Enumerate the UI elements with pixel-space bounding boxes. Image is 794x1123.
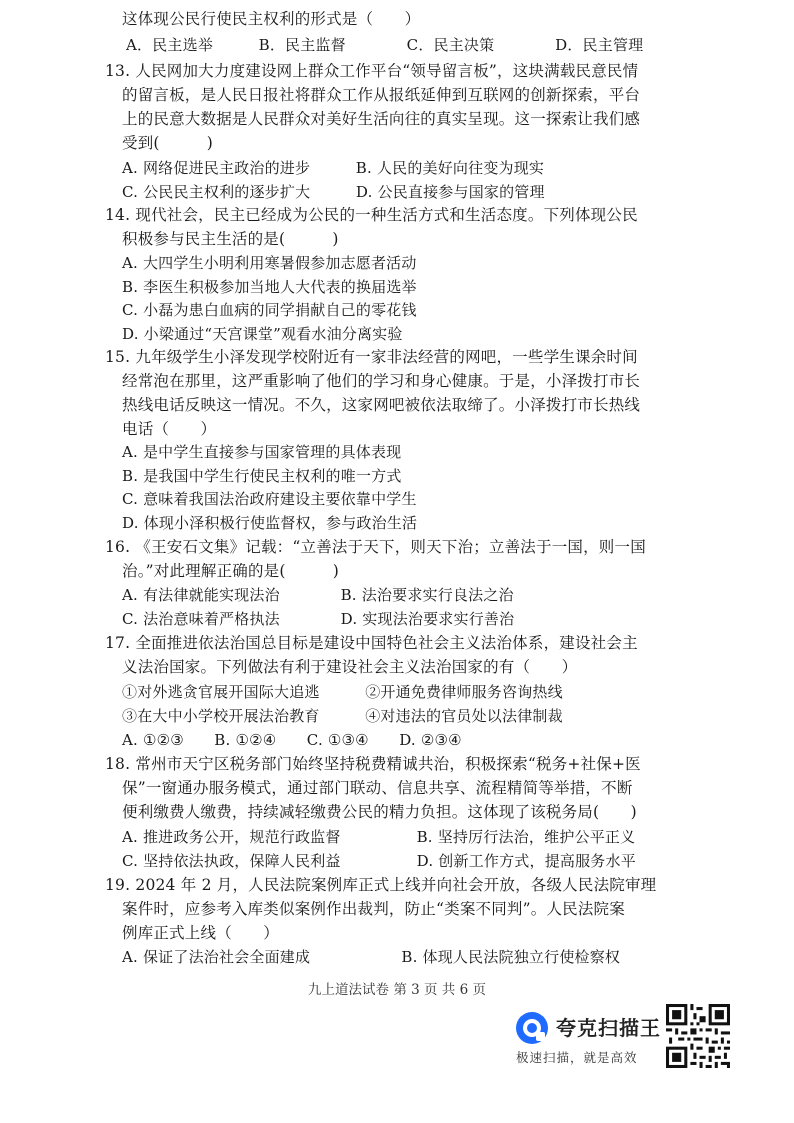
question-17-stem-line-1: 17. 全面推进依法治国总目标是建设中国特色社会主义法治体系，建设社会主 (105, 634, 638, 652)
question-19-stem-line-2: 案件时，应参考入库类似案例作出裁判，防止“类案不同判”。人民法院案 (122, 900, 625, 918)
question-12-stem: 这体现公民行使民主权利的形式是（ ） (122, 10, 421, 28)
question-13-stem-line-4: 受到( ) (122, 134, 213, 152)
question-17-stem-line-2: 义法治国家。下列做法有利于建设社会主义法治国家的有（ ） (122, 658, 578, 676)
quark-logo-icon (514, 1010, 550, 1046)
brand-slogan: 极速扫描，就是高效 (516, 1050, 638, 1065)
question-15-option-c: C. 意味着我国法治政府建设主要依靠中学生 (122, 490, 417, 508)
question-15-option-a: A. 是中学生直接参与国家管理的具体表现 (122, 443, 402, 461)
question-18-stem-line-2: 保”一窗通办服务模式，通过部门联动、信息共享、流程精简等举措，不断 (122, 779, 633, 797)
question-12-options: A．民主选举 B．民主监督 C．民主决策 D．民主管理 (126, 36, 644, 54)
question-14-option-c: C. 小磊为患白血病的同学捐献自己的零花钱 (122, 301, 417, 319)
question-16-options-line-1: A. 有法律就能实现法治 B. 法治要求实行良法之治 (122, 586, 514, 604)
question-13-stem-line-2: 的留言板，是人民日报社将群众工作从报纸延伸到互联网的创新探索，平台 (122, 86, 641, 104)
question-19-stem-line-1: 19. 2024 年 2 月，人民法院案例库正式上线并向社会开放，各级人民法院审理 (105, 876, 657, 894)
question-19-stem-line-3: 例库正式上线（ ） (122, 924, 280, 942)
question-17-items-line-1: ①对外逃贪官展开国际大追逃 ②开通免费律师服务咨询热线 (122, 683, 563, 701)
scanner-watermark (514, 1010, 674, 1070)
question-16-stem-line-1: 16. 《王安石文集》记载：“立善法于天下，则天下治；立善法于一国，则一国 (105, 538, 646, 556)
question-13-stem-line-1: 13. 人民网加大力度建设网上群众工作平台“领导留言板”，这块满载民意民情 (105, 62, 639, 80)
brand-name: 夸克扫描王 (556, 1016, 661, 1040)
question-18-options-line-1: A. 推进政务公开，规范行政监督 B. 坚持厉行法治，维护公平正义 (122, 828, 636, 846)
question-15-stem-line-4: 电话（ ） (122, 420, 217, 438)
question-19-options-line-1: A. 保证了法治社会全面建成 B. 体现人民法院独立行使检察权 (122, 948, 621, 966)
question-14-option-d: D. 小梁通过“天宫课堂”观看水油分离实验 (122, 325, 403, 343)
page-footer: 九上道法试卷 第 3 页 共 6 页 (308, 982, 486, 998)
question-16-stem-line-2: 治。”对此理解正确的是( ) (122, 562, 339, 580)
question-14-option-a: A. 大四学生小明利用寒暑假参加志愿者活动 (122, 254, 417, 272)
question-14-stem-line-1: 14. 现代社会，民主已经成为公民的一种生活方式和生活态度。下列体现公民 (105, 206, 638, 224)
question-18-stem-line-3: 便利缴费人缴费，持续减轻缴费公民的精力负担。这体现了该税务局( ) (122, 803, 637, 821)
question-18-options-line-2: C. 坚持依法执政，保障人民利益 D. 创新工作方式，提高服务水平 (122, 852, 636, 870)
question-15-stem-line-1: 15. 九年级学生小泽发现学校附近有一家非法经营的网吧，一些学生课余时间 (105, 348, 638, 366)
question-14-stem-line-2: 积极参与民主生活的是( ) (122, 230, 339, 248)
question-13-stem-line-3: 上的民意大数据是人民群众对美好生活向往的真实呈现。这一探索让我们感 (122, 110, 641, 128)
question-15-option-b: B. 是我国中学生行使民主权利的唯一方式 (122, 467, 402, 485)
question-17-items-line-2: ③在大中小学校开展法治教育 ④对违法的官员处以法律制裁 (122, 707, 563, 725)
question-17-options: A. ①②③ B. ①②④ C. ①③④ D. ②③④ (122, 731, 462, 749)
question-15-stem-line-2: 经常泡在那里，这严重影响了他们的学习和身心健康。于是，小泽拨打市长 (122, 372, 641, 390)
question-14-option-b: B. 李医生积极参加当地人大代表的换届选举 (122, 278, 417, 296)
question-18-stem-line-1: 18. 常州市天宁区税务部门始终坚持税费精诚共治，积极探索“税务+社保+医 (105, 755, 641, 773)
question-13-options-line-1: A. 网络促进民主政治的进步 B. 人民的美好向往变为现实 (122, 159, 545, 177)
question-13-options-line-2: C. 公民民主权利的逐步扩大 D. 公民直接参与国家的管理 (122, 183, 545, 201)
question-15-stem-line-3: 热线电话反映这一情况。不久，这家网吧被依法取缔了。小泽拨打市长热线 (122, 396, 641, 414)
qr-code-icon (666, 1004, 730, 1068)
question-15-option-d: D. 体现小泽积极行使监督权，参与政治生活 (122, 514, 418, 532)
question-16-options-line-2: C. 法治意味着严格执法 D. 实现法治要求实行善治 (122, 610, 515, 628)
